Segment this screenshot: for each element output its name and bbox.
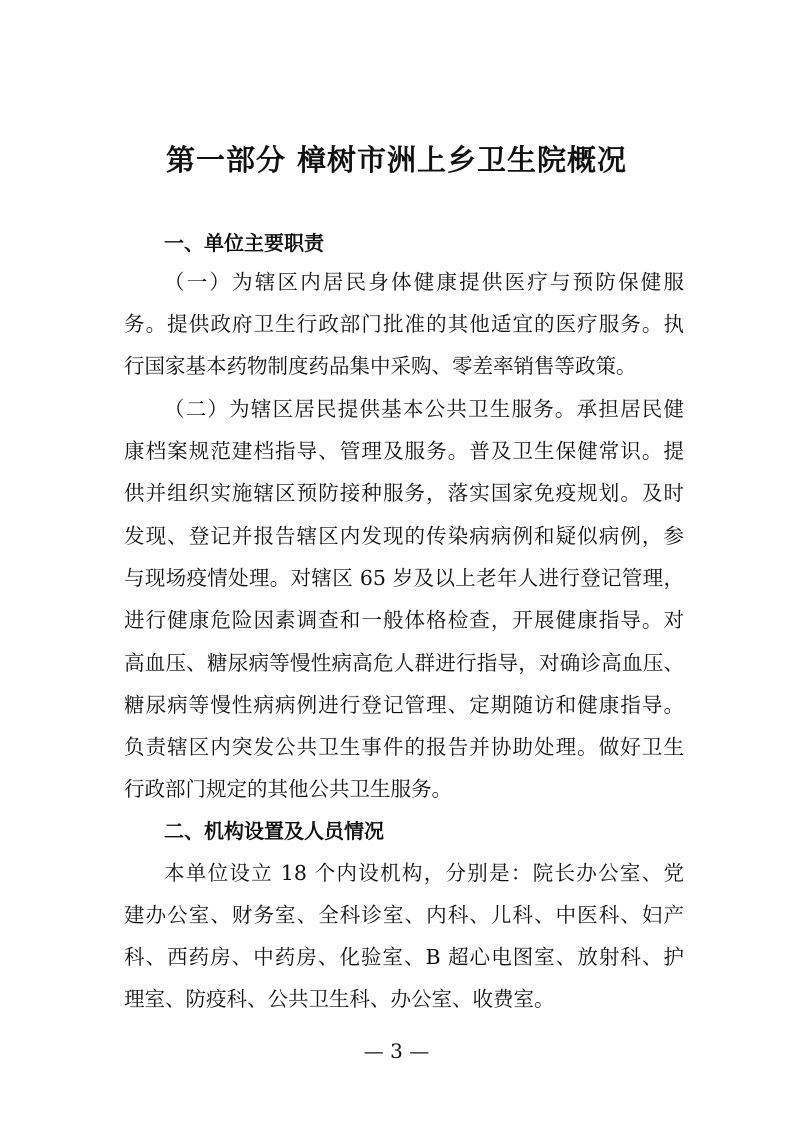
paragraph-line: 务。提供政府卫生行政部门批准的其他适宜的医疗服务。执 bbox=[124, 312, 684, 336]
paragraph-line: 糖尿病等慢性病病例进行登记管理、定期随访和健康指导。 bbox=[124, 693, 684, 717]
paragraph-line: 本单位设立 18 个内设机构，分别是：院长办公室、党 bbox=[164, 861, 684, 885]
paragraph-line: （二）为辖区居民提供基本公共卫生服务。承担居民健 bbox=[164, 397, 684, 421]
page-title: 第一部分 樟树市洲上乡卫生院概况 bbox=[165, 143, 628, 177]
paragraph-line: 供并组织实施辖区预防接种服务，落实国家免疫规划。及时 bbox=[124, 481, 684, 505]
section-heading-organization: 二、机构设置及人员情况 bbox=[164, 819, 384, 843]
paragraph-line: 理室、防疫科、公共卫生科、办公室、收费室。 bbox=[124, 987, 555, 1011]
paragraph-line: 行国家基本药物制度药品集中采购、零差率销售等政策。 bbox=[124, 354, 637, 378]
paragraph-line: 康档案规范建档指导、管理及服务。普及卫生保健常识。提 bbox=[124, 439, 684, 463]
paragraph-line: 建办公室、财务室、全科诊室、内科、儿科、中医科、妇产 bbox=[124, 903, 684, 927]
paragraph-line: 行政部门规定的其他公共卫生服务。 bbox=[124, 777, 452, 801]
paragraph-line: 负责辖区内突发公共卫生事件的报告并协助处理。做好卫生 bbox=[124, 735, 684, 759]
paragraph-line: 进行健康危险因素调查和一般体格检查，开展健康指导。对 bbox=[124, 608, 684, 632]
paragraph-line: 高血压、糖尿病等慢性病高危人群进行指导，对确诊高血压、 bbox=[124, 651, 684, 675]
paragraph-line: 与现场疫情处理。对辖区 65 岁及以上老年人进行登记管理， bbox=[124, 566, 684, 590]
section-heading-duties: 一、单位主要职责 bbox=[164, 231, 324, 255]
paragraph-line: 发现、登记并报告辖区内发现的传染病病例和疑似病例，参 bbox=[124, 524, 684, 548]
paragraph-line: （一）为辖区内居民身体健康提供医疗与预防保健服 bbox=[164, 270, 684, 294]
page-number: — 3 — bbox=[363, 1039, 430, 1063]
paragraph-line: 科、西药房、中药房、化验室、B 超心电图室、放射科、护 bbox=[124, 945, 684, 969]
